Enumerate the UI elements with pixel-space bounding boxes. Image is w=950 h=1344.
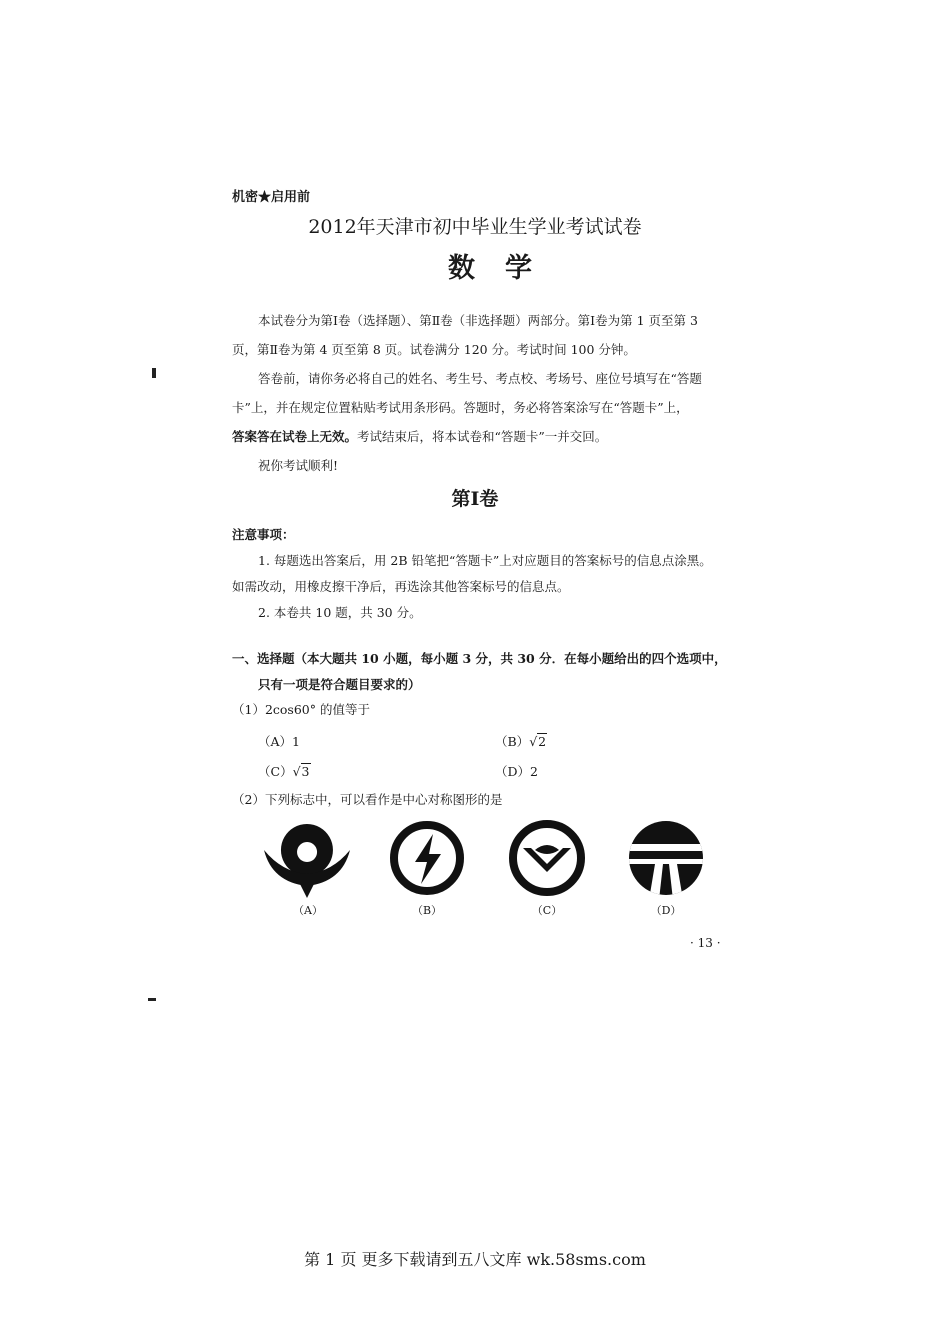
section-line: 一、选择题（本大题共 10 小题，每小题 3 分，共 30 分．在每小题给出的四个选项中， bbox=[232, 651, 727, 666]
note-line: 1. 每题选出答案后，用 2B 铅笔把“答题卡”上对应题目的答案标号的信息点涂黑。 bbox=[258, 553, 712, 568]
page-footer: 第 1 页 更多下载请到五八文库 wk.58sms.com bbox=[304, 1250, 646, 1269]
page-number: · 13 · bbox=[690, 936, 721, 950]
section-line: 只有一项是符合题目要求的） bbox=[258, 677, 421, 692]
logo-b-label: （B） bbox=[411, 904, 443, 917]
notes-block bbox=[232, 522, 752, 626]
subject-title: 数学 bbox=[448, 253, 562, 284]
question-1-stem: （1）2cos60° 的值等于 bbox=[232, 702, 370, 717]
logo-a-label: （A） bbox=[293, 904, 323, 917]
intro-line bbox=[232, 422, 752, 451]
notes-heading: 注意事项： bbox=[232, 527, 295, 542]
warning-text: 答案答在试卷上无效。 bbox=[232, 429, 358, 444]
logo-c-icon bbox=[505, 820, 589, 900]
intro-line: 卡”上，并在规定位置粘贴考试用条形码。答题时，务必将答案涂写在“答题卡”上， bbox=[232, 400, 689, 415]
note-line: 2. 本卷共 10 题，共 30 分。 bbox=[258, 605, 422, 620]
intro-line: 本试卷分为第Ⅰ卷（选择题）、第Ⅱ卷（非选择题）两部分。第Ⅰ卷为第 1 页至第 3 bbox=[258, 313, 698, 328]
question-2-stem: （2）下列标志中，可以看作是中心对称图形的是 bbox=[232, 792, 503, 807]
scan-mark bbox=[152, 368, 156, 378]
option-value: 2 bbox=[530, 764, 538, 779]
intro-text: 考试结束后，将本试卷和“答题卡”一并交回。 bbox=[357, 429, 608, 444]
option-value: 1 bbox=[292, 734, 300, 749]
option-label: （C） bbox=[258, 764, 293, 779]
intro-line: 页，第Ⅱ卷为第 4 页至第 8 页。试卷满分 120 分。考试时间 100 分钟。 bbox=[232, 342, 636, 357]
part-one-title: 第Ⅰ卷 bbox=[451, 488, 499, 510]
exam-title: 2012年天津市初中毕业生学业考试试卷 bbox=[308, 216, 642, 238]
logo-d-label: （D） bbox=[650, 904, 682, 917]
intro-line: 答卷前，请你务必将自己的姓名、考生号、考点校、考场号、座位号填写在“答题 bbox=[258, 371, 702, 386]
intro-instructions bbox=[232, 306, 752, 480]
option-label: （A） bbox=[258, 734, 293, 749]
logo-d-icon bbox=[625, 820, 707, 900]
logo-b-icon bbox=[387, 820, 467, 900]
option-value: 2 bbox=[538, 734, 547, 749]
confidential-label: 机密★启用前 bbox=[232, 190, 311, 205]
note-line: 如需改动，用橡皮擦干净后，再选涂其他答案标号的信息点。 bbox=[232, 579, 570, 594]
q1-option-b: （B）√2 bbox=[495, 734, 547, 749]
good-luck-line: 祝你考试顺利! bbox=[258, 458, 339, 473]
q1-option-c: （C）√3 bbox=[258, 764, 310, 779]
q1-option-a bbox=[258, 732, 300, 750]
q1-option-d bbox=[495, 762, 538, 780]
scan-mark bbox=[148, 998, 156, 1001]
logo-a-icon bbox=[262, 820, 352, 900]
logo-c-label: （C） bbox=[531, 904, 563, 917]
option-label: （D） bbox=[495, 764, 531, 779]
option-label: （B） bbox=[495, 734, 530, 749]
option-value: 3 bbox=[301, 764, 310, 779]
section-heading bbox=[232, 646, 752, 698]
